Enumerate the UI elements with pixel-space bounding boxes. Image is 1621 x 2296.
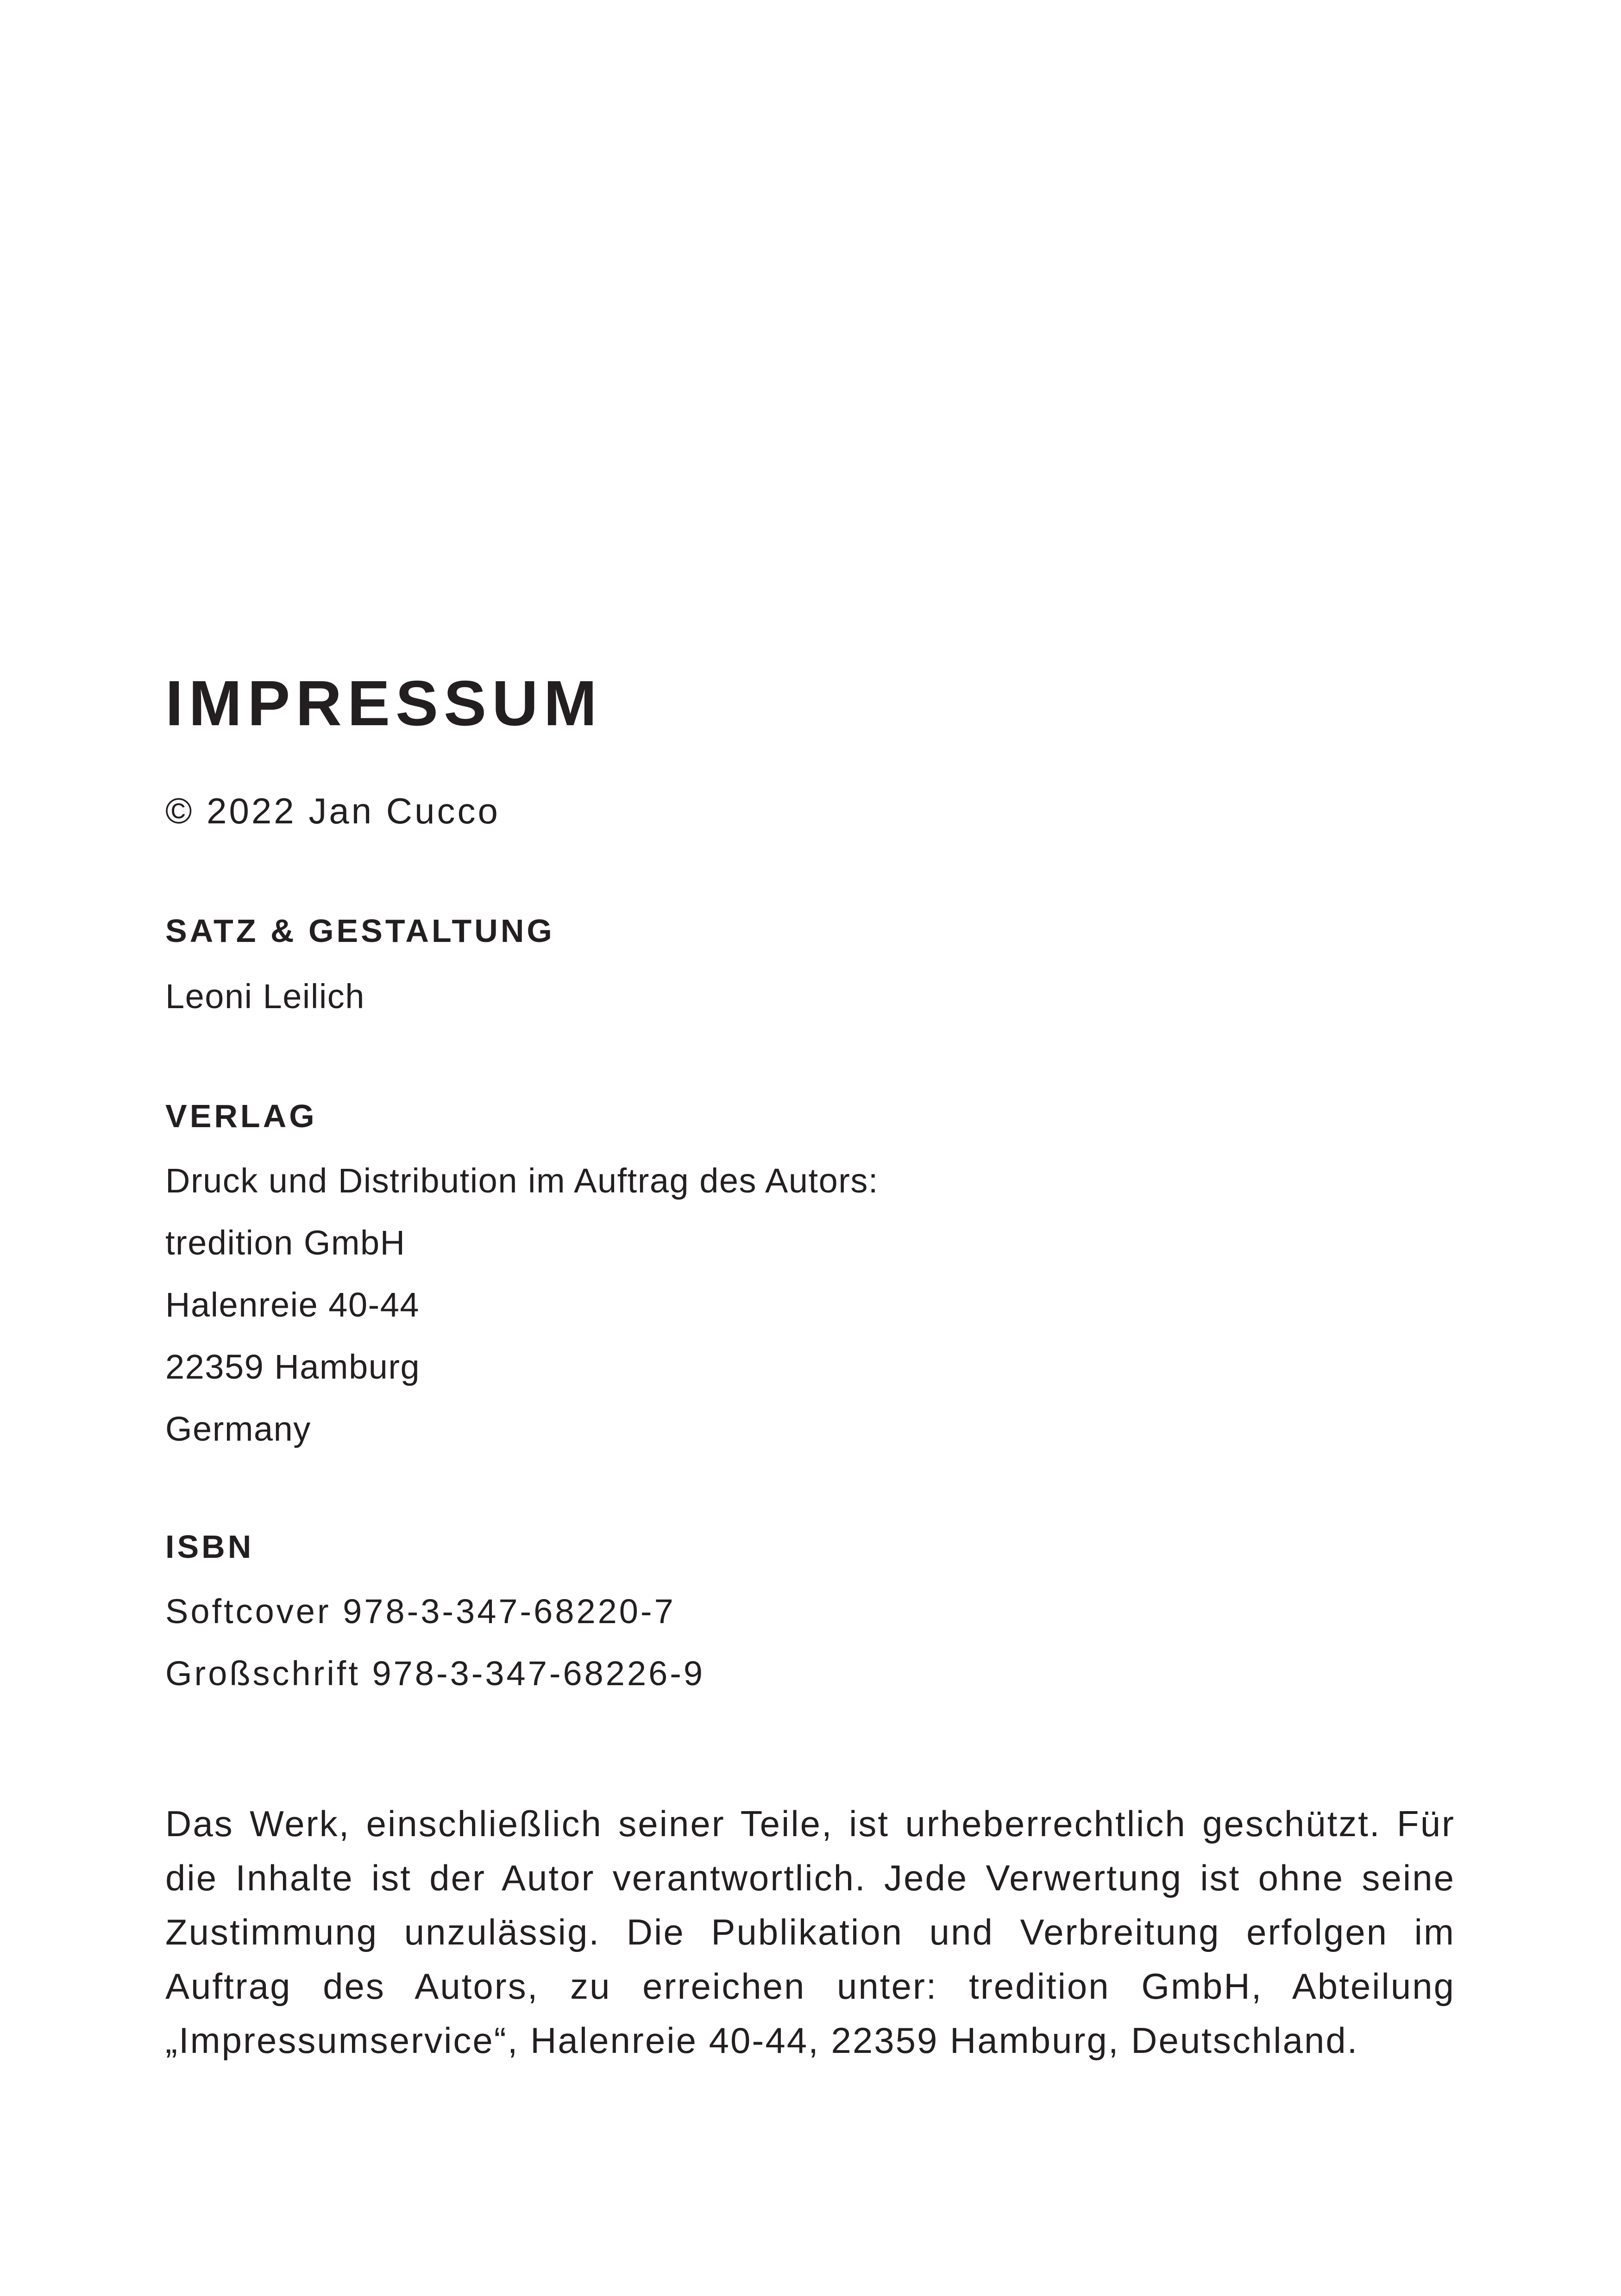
section-body-design — [165, 966, 365, 1028]
isbn-line: Softcover 978-3-347-68220-7 — [165, 1592, 676, 1631]
copyright-notice: © 2022 Jan Cucco — [165, 790, 500, 831]
publisher-line: Halenreie 40-44 — [165, 1286, 420, 1324]
section-body-publisher — [165, 1150, 879, 1460]
publisher-line: tredition GmbH — [165, 1223, 406, 1262]
isbn-line: Großschrift 978-3-347-68226-9 — [165, 1654, 705, 1693]
section-heading-design: SATZ & GESTALTUNG — [165, 913, 555, 949]
section-heading-isbn: ISBN — [165, 1529, 254, 1565]
designer-name: Leoni Leilich — [165, 977, 365, 1016]
section-heading-publisher: VERLAG — [165, 1098, 317, 1134]
section-body-isbn — [165, 1581, 705, 1705]
publisher-line: Germany — [165, 1410, 311, 1448]
legal-notice: Das Werk, einschließlich seiner Teile, ist urheberrechtlich geschützt. Für die Inhalte ist der Autor verantwortlich. Jede Verwertung ist ohne seine Zustimmung unzulässig. Die Publikation und Verbreitung erfolgen im Auftrag des Autors, zu erreichen unter: tredition GmbH, Abteilung „Impressumservice“, Halenreie 40-44, 22359 Hamburg, Deutschland. — [165, 1803, 1455, 2061]
publisher-line: 22359 Hamburg — [165, 1348, 421, 1386]
page-title: IMPRESSUM — [165, 668, 603, 739]
publisher-line: Druck und Distribution im Auftrag des Autors: — [165, 1161, 879, 1200]
